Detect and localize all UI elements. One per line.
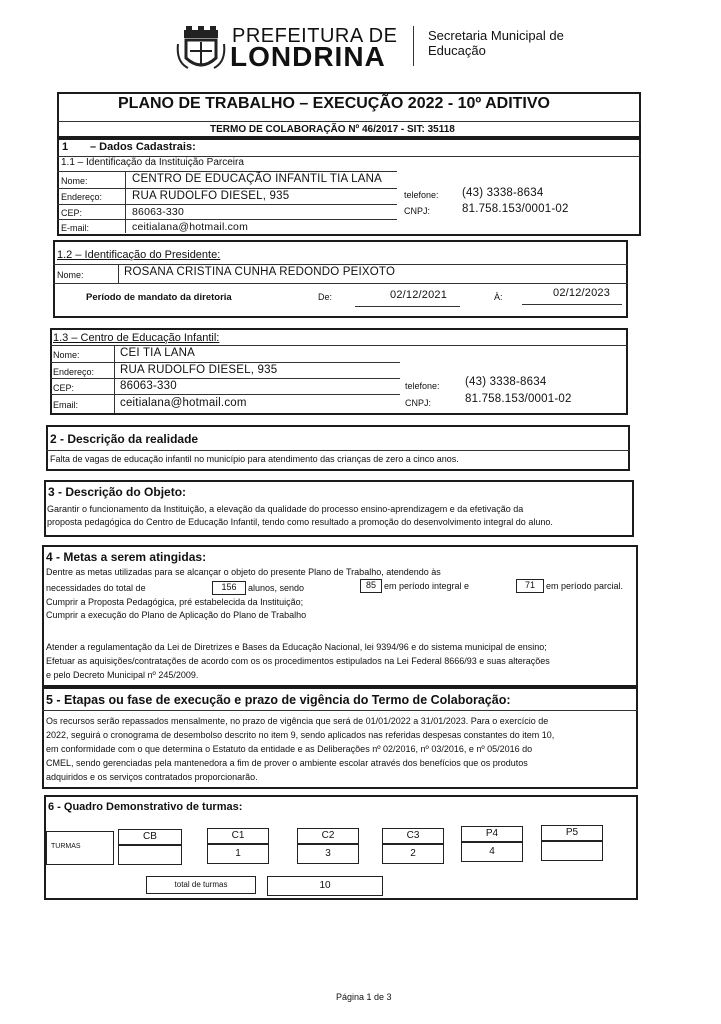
s1-label-col (125, 171, 126, 233)
section-1-title: – Dados Cadastrais: (90, 141, 196, 153)
class-cb-count (118, 845, 182, 865)
s13-row-line (50, 394, 400, 395)
integral-students-box: 85 (360, 579, 382, 593)
section-5-line3: em conformidade com o que determina o Estatuto da entidade e as Deliberações nº 02/2016, nº 03/2016, e nº 05/2016 do (46, 744, 533, 754)
cei-cep: 86063-330 (120, 380, 177, 392)
total-classes-value: 10 (267, 876, 383, 896)
cei-cep-label: CEP: (53, 383, 75, 393)
section-4-line4: Cumprir a execução do Plano de Aplicação do Plano de Trabalho (46, 610, 307, 620)
section-6-title: 6 - Quadro Demonstrativo de turmas: (48, 801, 243, 813)
email-label: E-mail: (61, 223, 90, 233)
s13-row-line (50, 362, 400, 363)
s1-row-line (57, 171, 397, 172)
institution-address: RUA RUDOLFO DIESEL, 935 (132, 190, 290, 202)
city-coat-of-arms-logo (176, 24, 226, 74)
s1-row-line (57, 204, 397, 205)
section-4-alunos-sendo: alunos, sendo (248, 583, 305, 593)
s1-row-line (57, 219, 397, 220)
class-c2-header: C2 (297, 828, 359, 844)
total-classes-label: total de turmas (146, 876, 256, 894)
section-1-1-title: 1.1 – Identificação da Instituição Parceira (61, 157, 244, 168)
institution-cnpj: 81.758.153/0001-02 (462, 203, 569, 215)
section-4-line6: Efetuar as aquisições/contratações de acordo com os os procedimentos estipulados na Lei Federal 8666/93 e suas alterações (46, 656, 550, 666)
endereco-label: Endereço: (61, 192, 103, 202)
cei-email: ceitialana@hotmail.com (120, 397, 247, 409)
section-4-line7: e pelo Decreto Municipal nº 245/2009. (46, 670, 199, 680)
s13-row-line (50, 378, 400, 379)
class-c3-header: C3 (382, 828, 444, 844)
s12-row-line (53, 283, 628, 284)
section-4-line1: Dentre as metas utilizadas para se alcançar o objeto do presente Plano de Trabalho, atendendo às (46, 567, 441, 577)
section-4-integral-text: em período integral e (384, 581, 470, 591)
section-4-title: 4 - Metas a serem atingidas: (46, 550, 207, 564)
institution-cep: 86063-330 (132, 206, 185, 218)
section-5-line4: CMEL, sendo gerenciadas pela mantenedora a fim de prover o ambiente escolar através dos benefícios que os produtos (46, 758, 528, 768)
section-1-number: 1 (62, 141, 69, 153)
s13-row-line (50, 345, 628, 346)
section-2-text: Falta de vagas de educação infantil no município para atendimento das crianças de zero a cinco anos. (50, 454, 459, 464)
section-4-needs-prefix: necessidades do total de (46, 583, 146, 593)
mandate-from-label: De: (318, 292, 333, 302)
class-p5-header: P5 (541, 825, 603, 841)
section-3-line1: Garantir o funcionamento da Instituição, a elevação da qualidade do processo ensino-aprendizagem e da efetivação da (47, 504, 524, 514)
header-divider (413, 26, 414, 66)
section-5-line2: 2022, seguirá o cronograma de desembolso descrito no item 9, sendo aplicados nas referidas despesas constantes do item 10, (46, 730, 555, 740)
cei-cnpj: 81.758.153/0001-02 (465, 393, 572, 405)
title-divider (57, 121, 641, 122)
cei-address: RUA RUDOLFO DIESEL, 935 (120, 364, 278, 376)
s5-divider (42, 710, 638, 711)
telefone-label: telefone: (404, 190, 439, 200)
section-3-line2: proposta pedagógica do Centro de Educação Infantil, tendo como resultado a promoção do desenvolvimento integral do aluno. (47, 517, 553, 527)
s12-row-line (53, 264, 628, 265)
class-c3-count: 2 (382, 844, 444, 864)
document-subtitle: TERMO DE COLABORAÇÃO Nº 46/2017 - SIT: 35118 (210, 124, 455, 135)
class-p4-header: P4 (461, 826, 523, 842)
section-1-2-title: 1.2 – Identificação do Presidente: (57, 249, 221, 261)
section-5-line1: Os recursos serão repassados mensalmente, no prazo de vigência que será de 01/01/2022 a 31/01/2023. Para o exercício de (46, 716, 549, 726)
total-students-box: 156 (212, 581, 246, 595)
dept-name-line2: Educação (428, 43, 486, 58)
cei-nome-label: Nome: (53, 350, 80, 360)
class-cb-header: CB (118, 829, 182, 845)
president-name-label: Nome: (57, 270, 84, 280)
nome-label: Nome: (61, 176, 88, 186)
s12-label-col (118, 264, 119, 283)
class-p5-count (541, 841, 603, 861)
turmas-label: TURMAS (51, 843, 81, 850)
president-name: ROSANA CRISTINA CUNHA REDONDO PEIXOTO (124, 266, 396, 278)
s2-divider (46, 450, 630, 451)
section-1-3-title: 1.3 – Centro de Educação Infantil: (53, 332, 220, 344)
turmas-label-box (46, 831, 114, 865)
cnpj-label: CNPJ: (404, 206, 431, 216)
institution-phone: (43) 3338-8634 (462, 187, 544, 199)
class-c1-count: 1 (207, 844, 269, 864)
mandate-to-label: À: (494, 292, 503, 302)
section-2-title: 2 - Descrição da realidade (50, 432, 199, 446)
cei-email-label: Email: (53, 400, 79, 410)
mandate-from-underline (355, 306, 460, 307)
class-c2-count: 3 (297, 844, 359, 864)
mandate-label: Período de mandato da diretoria (86, 292, 232, 303)
document-title: PLANO DE TRABALHO – EXECUÇÃO 2022 - 10º ADITIVO (118, 95, 550, 112)
s13-label-col (114, 345, 115, 413)
org-name-line1: PREFEITURA DE (232, 25, 398, 47)
cei-name: CEI TIA LANA (120, 347, 196, 359)
section-5-line5: adquiridos e os serviços contratados proporcionarão. (46, 772, 258, 782)
section-5-title: 5 - Etapas ou fase de execução e prazo de vigência do Termo de Colaboração: (46, 693, 511, 707)
cei-cnpj-label: CNPJ: (405, 398, 432, 408)
cei-telefone-label: telefone: (405, 381, 440, 391)
s1-row-line (57, 188, 397, 189)
section-4-line5: Atender a regulamentação da Lei de Diretrizes e Bases da Educação Nacional, lei 9394/96 e do sistema municipal de ensino; (46, 642, 547, 652)
mandate-to-date: 02/12/2023 (553, 287, 611, 299)
org-name-line2: LONDRINA (230, 41, 386, 72)
section-4-line3: Cumprir a Proposta Pedagógica, pré estabelecida da Instituição; (46, 597, 304, 607)
page-number: Página 1 de 3 (336, 992, 392, 1002)
cei-phone: (43) 3338-8634 (465, 376, 547, 388)
cep-label: CEP: (61, 208, 83, 218)
mandate-from-date: 02/12/2021 (390, 289, 448, 301)
class-p4-count: 4 (461, 842, 523, 862)
mandate-to-underline (522, 304, 622, 305)
partial-students-box: 71 (516, 579, 544, 593)
class-c1-header: C1 (207, 828, 269, 844)
institution-name: CENTRO DE EDUCAÇÃO INFANTIL TIA LANA (132, 173, 383, 185)
section-3-title: 3 - Descrição do Objeto: (48, 485, 187, 499)
section-4-partial-text: em período parcial. (546, 581, 624, 591)
dept-name-line1: Secretaria Municipal de (428, 28, 564, 43)
cei-endereco-label: Endereço: (53, 367, 95, 377)
institution-email: ceitialana@hotmail.com (132, 221, 249, 233)
